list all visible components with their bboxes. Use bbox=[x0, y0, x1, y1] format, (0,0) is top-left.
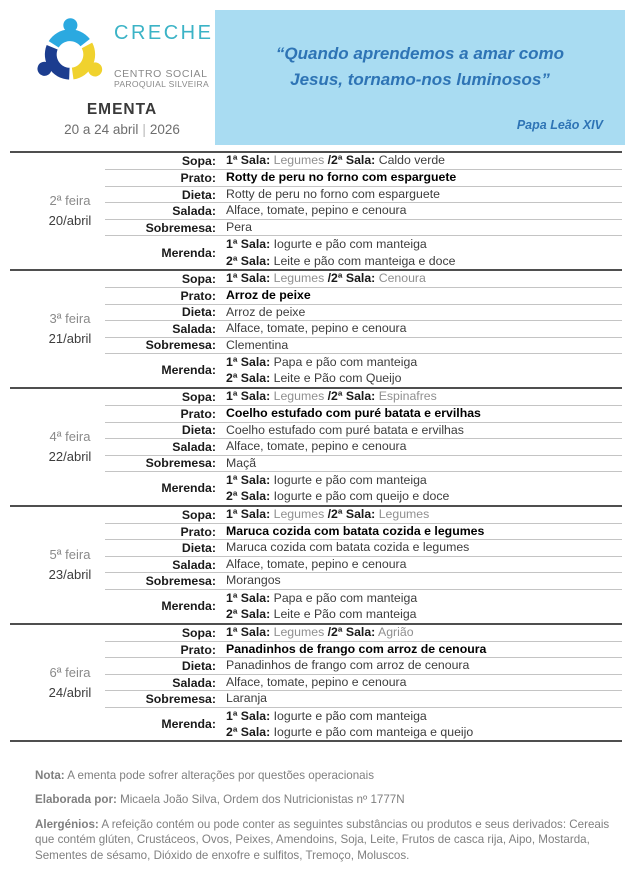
row-label-salada: Salada: bbox=[172, 557, 216, 572]
row-label-sopa: Sopa: bbox=[181, 154, 216, 169]
row-label-dieta: Dieta: bbox=[181, 187, 216, 202]
sala1-label: 1ª Sala: bbox=[226, 624, 271, 639]
note-text: A ementa pode sofrer alterações por questões operacionais bbox=[67, 769, 374, 782]
row-dieta bbox=[105, 186, 622, 203]
row-label-dieta: Dieta: bbox=[181, 305, 216, 320]
sopa-sala2-value: Agrião bbox=[378, 624, 414, 639]
row-value-dieta: Panadinhos de frango com arroz de cenoura bbox=[226, 658, 470, 673]
org-name: CRECHE bbox=[114, 22, 214, 44]
page-title: EMENTA bbox=[86, 101, 158, 118]
sala1-label: 1ª Sala: bbox=[226, 590, 271, 605]
sala2-label: /2ª Sala: bbox=[327, 153, 376, 168]
merenda-sala2-value: Leite e Pão com manteiga bbox=[273, 607, 417, 622]
row-value-merenda bbox=[218, 590, 622, 623]
sala1-label: 1ª Sala: bbox=[226, 153, 271, 168]
row-label-merenda: Merenda: bbox=[161, 717, 216, 732]
merenda-sala1-value: Iogurte e pão com manteiga bbox=[273, 708, 427, 723]
row-sopa bbox=[105, 625, 622, 641]
row-salada bbox=[105, 438, 622, 455]
weekday: 5ª feira bbox=[49, 547, 91, 563]
row-dieta bbox=[105, 657, 622, 674]
row-merenda bbox=[105, 589, 622, 623]
sala1-label: 1ª Sala: bbox=[226, 708, 271, 723]
weekday: 2ª feira bbox=[49, 193, 91, 209]
row-dieta bbox=[105, 539, 622, 556]
row-merenda bbox=[105, 471, 622, 505]
sopa-sala1-value: Legumes bbox=[273, 624, 325, 639]
row-label-salada: Salada: bbox=[172, 439, 216, 454]
org-logo-icon bbox=[33, 14, 107, 92]
sala2-label: 2ª Sala: bbox=[226, 371, 271, 386]
merenda-sala2 bbox=[226, 724, 622, 740]
date-separator: | bbox=[142, 122, 146, 137]
row-salada bbox=[105, 202, 622, 219]
row-value-prato: Maruca cozida com batata cozida e legumes bbox=[226, 523, 485, 538]
row-sopa bbox=[105, 271, 622, 287]
sopa-sala1-value: Legumes bbox=[273, 153, 325, 168]
date-range-text: 20 a 24 abril bbox=[64, 122, 139, 137]
row-label-merenda: Merenda: bbox=[161, 481, 216, 496]
row-label-dieta: Dieta: bbox=[181, 423, 216, 438]
merenda-sala1-value: Papa e pão com manteiga bbox=[273, 590, 418, 605]
note-line bbox=[35, 768, 611, 783]
row-value-dieta: Rotty de peru no forno com esparguete bbox=[226, 186, 440, 201]
row-label-sopa: Sopa: bbox=[181, 272, 216, 287]
day-date: 21/abril bbox=[48, 330, 92, 346]
row-value-sopa bbox=[218, 507, 622, 523]
row-label-sopa: Sopa: bbox=[181, 625, 216, 640]
row-sobremesa bbox=[105, 572, 622, 589]
row-prato bbox=[105, 169, 622, 186]
sopa-sala2-value: Cenoura bbox=[378, 271, 426, 286]
row-value-merenda bbox=[218, 354, 622, 387]
org-subtitle-line1: CENTRO SOCIAL bbox=[114, 68, 208, 81]
sala2-label: /2ª Sala: bbox=[327, 271, 376, 286]
day-date: 20/abril bbox=[48, 212, 92, 228]
merenda-sala2 bbox=[226, 253, 622, 269]
row-label-sobremesa: Sobremesa: bbox=[145, 456, 216, 471]
row-label-prato: Prato: bbox=[180, 642, 216, 657]
merenda-sala2-value: Leite e pão com manteiga e doce bbox=[273, 253, 456, 268]
row-label-sobremesa: Sobremesa: bbox=[145, 574, 216, 589]
allergens-label: Alergénios: bbox=[35, 817, 99, 831]
row-label-salada: Salada: bbox=[172, 675, 216, 690]
row-dieta bbox=[105, 422, 622, 439]
day-section-friday bbox=[10, 623, 622, 743]
day-date: 24/abril bbox=[48, 684, 92, 700]
row-value-merenda bbox=[218, 472, 622, 505]
row-value-sopa bbox=[218, 271, 622, 287]
author-text: Micaela João Silva, Ordem dos Nutricionistas nº 1777N bbox=[120, 793, 405, 807]
sopa-sala1-value: Legumes bbox=[273, 271, 325, 286]
merenda-sala2-value: Iogurte e pão com queijo e doce bbox=[273, 489, 450, 504]
row-merenda bbox=[105, 235, 622, 269]
merenda-sala1-value: Papa e pão com manteiga bbox=[273, 355, 418, 370]
row-salada bbox=[105, 674, 622, 691]
sala1-label: 1ª Sala: bbox=[226, 389, 271, 404]
day-section-monday bbox=[10, 151, 622, 269]
row-label-prato: Prato: bbox=[180, 524, 216, 539]
merenda-sala2-value: Leite e Pão com Queijo bbox=[273, 371, 402, 386]
sopa-sala2-value: Espinafres bbox=[378, 389, 437, 404]
row-value-salada: Alface, tomate, pepino e cenoura bbox=[226, 203, 407, 218]
row-sopa bbox=[105, 153, 622, 169]
quote-line2: Jesus, tornamo-nos luminosos” bbox=[290, 70, 550, 90]
merenda-sala2-value: Iogurte e pão com manteiga e queijo bbox=[273, 725, 474, 740]
row-value-sobremesa: Clementina bbox=[226, 337, 289, 352]
merenda-sala2 bbox=[226, 370, 622, 386]
sopa-sala1-value: Legumes bbox=[273, 507, 325, 522]
row-label-merenda: Merenda: bbox=[161, 245, 216, 260]
date-range bbox=[33, 122, 211, 137]
row-salada bbox=[105, 320, 622, 337]
sala2-label: /2ª Sala: bbox=[327, 624, 376, 639]
org-subtitle-line2: PAROQUIAL SILVEIRA bbox=[114, 79, 210, 90]
row-value-merenda bbox=[218, 708, 622, 741]
allergens-text: A refeição contém ou pode conter as seguintes substâncias ou produtos e seus derivados: Cereais que contém glúten, Crustáceos, Ovos, Peixes, Amendoins, Soja, Leite, Frutos de casca rija, Aipo, Mostarda, Sementes de sésamo, Dióxido de enxofre e sulfitos, Tremoço, Moluscos. bbox=[35, 817, 610, 862]
merenda-sala1 bbox=[226, 354, 622, 370]
row-prato bbox=[105, 287, 622, 304]
row-label-dieta: Dieta: bbox=[181, 659, 216, 674]
row-value-salada: Alface, tomate, pepino e cenoura bbox=[226, 556, 407, 571]
day-date: 23/abril bbox=[48, 566, 92, 582]
row-value-merenda bbox=[218, 236, 622, 269]
row-merenda bbox=[105, 707, 622, 741]
row-label-merenda: Merenda: bbox=[161, 363, 216, 378]
day-section-tuesday bbox=[10, 269, 622, 387]
sala2-label: /2ª Sala: bbox=[327, 389, 376, 404]
merenda-sala1-value: Iogurte e pão com manteiga bbox=[273, 473, 427, 488]
row-merenda bbox=[105, 353, 622, 387]
sopa-sala2-value: Caldo verde bbox=[378, 153, 445, 168]
row-sobremesa bbox=[105, 337, 622, 354]
sala1-label: 1ª Sala: bbox=[226, 271, 271, 286]
row-sobremesa bbox=[105, 455, 622, 472]
row-value-salada: Alface, tomate, pepino e cenoura bbox=[226, 321, 407, 336]
row-value-sobremesa: Laranja bbox=[226, 691, 268, 706]
row-label-prato: Prato: bbox=[180, 406, 216, 421]
row-value-salada: Alface, tomate, pepino e cenoura bbox=[226, 674, 407, 689]
weekday: 4ª feira bbox=[49, 429, 91, 445]
row-value-sopa bbox=[218, 625, 622, 641]
row-prato bbox=[105, 641, 622, 658]
row-value-salada: Alface, tomate, pepino e cenoura bbox=[226, 439, 407, 454]
sala2-label: 2ª Sala: bbox=[226, 725, 271, 740]
sala1-label: 1ª Sala: bbox=[226, 507, 271, 522]
org-subtitle bbox=[114, 68, 213, 90]
merenda-sala1-value: Iogurte e pão com manteiga bbox=[273, 237, 427, 252]
footer-notes bbox=[35, 768, 611, 872]
row-value-sobremesa: Maçã bbox=[226, 455, 257, 470]
row-label-dieta: Dieta: bbox=[181, 541, 216, 556]
merenda-sala2 bbox=[226, 606, 622, 622]
day-date: 22/abril bbox=[48, 448, 92, 464]
sala2-label: 2ª Sala: bbox=[226, 253, 271, 268]
row-value-sopa bbox=[218, 389, 622, 405]
row-value-sobremesa: Pera bbox=[226, 219, 252, 234]
weekday: 3ª feira bbox=[49, 311, 91, 327]
note-label: Nota: bbox=[35, 769, 65, 782]
row-value-prato: Rotty de peru no forno com esparguete bbox=[226, 170, 457, 185]
row-prato bbox=[105, 405, 622, 422]
row-sobremesa bbox=[105, 219, 622, 236]
sopa-sala2-value: Legumes bbox=[378, 507, 430, 522]
row-value-sobremesa: Morangos bbox=[226, 573, 281, 588]
row-value-dieta: Coelho estufado com puré batata e ervilhas bbox=[226, 422, 464, 437]
merenda-sala2 bbox=[226, 488, 622, 504]
row-value-dieta: Arroz de peixe bbox=[226, 304, 306, 319]
row-label-sopa: Sopa: bbox=[181, 389, 216, 404]
sala1-label: 1ª Sala: bbox=[226, 473, 271, 488]
day-section-thursday bbox=[10, 505, 622, 623]
row-label-salada: Salada: bbox=[172, 204, 216, 219]
row-value-dieta: Maruca cozida com batata cozida e legumes bbox=[226, 540, 470, 555]
row-value-sopa bbox=[218, 153, 622, 169]
quote-line1: “Quando aprendemos a amar como bbox=[275, 44, 565, 63]
quote-text bbox=[215, 41, 625, 94]
sala1-label: 1ª Sala: bbox=[226, 237, 271, 252]
merenda-sala1 bbox=[226, 590, 622, 606]
row-dieta bbox=[105, 304, 622, 321]
sopa-sala1-value: Legumes bbox=[273, 389, 325, 404]
sala2-label: 2ª Sala: bbox=[226, 489, 271, 504]
row-sopa bbox=[105, 389, 622, 405]
author-line bbox=[35, 792, 611, 807]
author-label: Elaborada por: bbox=[35, 793, 117, 807]
date-year: 2026 bbox=[149, 122, 180, 137]
row-label-merenda: Merenda: bbox=[161, 599, 216, 614]
weekday: 6ª feira bbox=[49, 665, 91, 680]
row-prato bbox=[105, 523, 622, 540]
merenda-sala1 bbox=[226, 708, 622, 724]
row-value-prato: Coelho estufado com puré batata e ervilhas bbox=[226, 406, 481, 421]
sala2-label: 2ª Sala: bbox=[226, 607, 271, 622]
row-label-sopa: Sopa: bbox=[181, 507, 216, 522]
row-value-prato: Arroz de peixe bbox=[226, 288, 311, 303]
merenda-sala1 bbox=[226, 472, 622, 488]
row-sobremesa bbox=[105, 690, 622, 707]
row-salada bbox=[105, 556, 622, 573]
row-label-sobremesa: Sobremesa: bbox=[145, 338, 216, 353]
row-value-prato: Panadinhos de frango com arroz de cenoura bbox=[226, 641, 487, 656]
day-section-wednesday bbox=[10, 387, 622, 505]
sala1-label: 1ª Sala: bbox=[226, 355, 271, 370]
row-label-sobremesa: Sobremesa: bbox=[145, 692, 216, 707]
allergens-line bbox=[35, 817, 611, 863]
row-sopa bbox=[105, 507, 622, 523]
brand-block bbox=[33, 14, 214, 137]
quote-author: Papa Leão XIV bbox=[516, 118, 603, 132]
sala2-label: /2ª Sala: bbox=[327, 507, 376, 522]
row-label-sobremesa: Sobremesa: bbox=[145, 220, 216, 235]
row-label-prato: Prato: bbox=[180, 288, 216, 303]
row-label-prato: Prato: bbox=[180, 171, 216, 186]
quote-banner bbox=[215, 10, 625, 145]
row-label-salada: Salada: bbox=[172, 321, 216, 336]
menu-table bbox=[10, 151, 622, 742]
merenda-sala1 bbox=[226, 236, 622, 252]
